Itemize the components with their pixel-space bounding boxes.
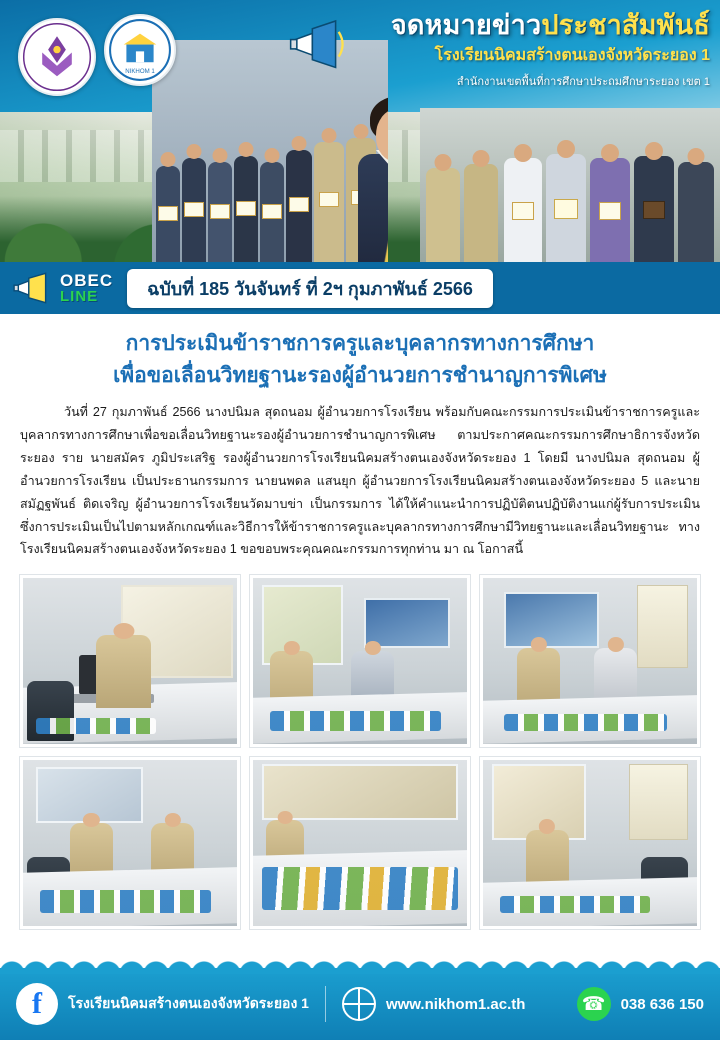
facebook-glyph: f [32,987,42,1020]
obec-line-badge [12,271,113,305]
obec-label: OBEC [60,271,114,290]
line-label: LINE [60,288,99,305]
phone-glyph: ☎ [581,993,606,1015]
photo-presenter-at-laptop [20,575,240,747]
photo-gallery [20,575,700,929]
globe-icon [342,987,376,1021]
issue-bar [0,262,720,314]
group-photo-officials-awards [420,108,720,262]
title-part-1: จดหมายข่าว [390,10,542,40]
photo-document-display-table [250,757,470,929]
photo-committee-with-display-boards [480,757,700,929]
article-body-text: วันที่ 27 กุมภาพันธ์ 2566 นางปนิมล สุดถนอม ผู้อำนวยการโรงเรียน พร้อมกับคณะกรรมการประเมินข้าราชการครูและบุคลากรทางการศึกษาเพื่อขอเลื่อนวิทยฐานะรองผู้อำนวยการชำนาญการพิเศษ ตามประกาศคณะกรรมการศึกษาธิการจังหวัดระยอง ราย นายสมัคร ภูมิประเสริฐ รองผู้อำนวยการโรงเรียนนิคมสร้างตนเองจังหวัดระยอง 1 โดยมี นางปนิมล สุดถนอม ผู้อำนวยการโรงเรียน เป็นประธานกรรมการ นายนพดล แสนยุก ผู้อำนวยการโรงเรียนนิคมสร้างตนเองจังหวัดระยอง 5 และนายสมัฏฐพันธ์ ติดเจริญ ผู้อำนวยการโรงเรียนวัดมาบข่า เป็นกรรมการ ได้ให้คำแนะนำการปฏิบัติตนปฏิบัติงานแก่ผู้รับการประเมิน ซึ่งการประเมินเป็นไปตามหลักเกณฑ์และวิธีการให้ข้าราชการครูและบุคลากรทางการศึกษามีวิทยฐานะและเลื่อนวิทยฐานะ ทางโรงเรียนนิคมสร้างตนเองจังหวัดระยอง 1 ขอขอบพระคุณคณะกรรมการทุกท่าน มา ณ โอกาสนี้ [20,405,700,557]
footer-divider-1 [325,986,326,1022]
article-body [20,401,700,561]
phone-icon [577,987,611,1021]
headline-line-2: เพื่อขอเลื่อนวิทยฐานะรองผู้อำนวยการชำนาญการพิเศษ [113,363,607,387]
footer-school-name: โรงเรียนนิคมสร้างตนเองจังหวัดระยอง 1 [68,995,309,1011]
headline-line-1: การประเมินข้าราชการครูและบุคลากรทางการศึกษา [125,332,595,355]
header-title-block [330,10,710,90]
newsletter-title [330,10,710,40]
footer-phone: 038 636 150 [620,995,704,1013]
photo-committee-table-discussion [20,757,240,929]
photo-meeting-room-presentation [480,575,700,747]
title-part-2: ประชาสัมพันธ์ [541,10,710,40]
page-title [20,328,700,391]
school-emblem-logo [18,18,96,96]
issue-date-chip: ฉบับที่ 185 วันจันทร์ ที่ 2ฯ กุมภาพันธ์ 2566 [127,269,493,308]
director-portrait [348,68,388,262]
education-office-subtitle: สำนักงานเขตพื้นที่การศึกษาประถมศึกษาระยอง เขต 1 [456,76,710,89]
article-section [0,314,720,561]
megaphone-icon [12,271,54,305]
footer-website[interactable]: www.nikhom1.ac.th [385,995,526,1013]
facebook-icon[interactable] [16,983,58,1025]
header-banner [0,0,720,262]
photo-committee-reviewing-documents [250,575,470,747]
nikhom-school-logo [104,14,176,86]
footer-bar [0,968,720,1040]
svg-text:NIKHOM 1: NIKHOM 1 [125,68,155,76]
school-name-subtitle: โรงเรียนนิคมสร้างตนเองจังหวัดระยอง 1 [434,47,710,65]
